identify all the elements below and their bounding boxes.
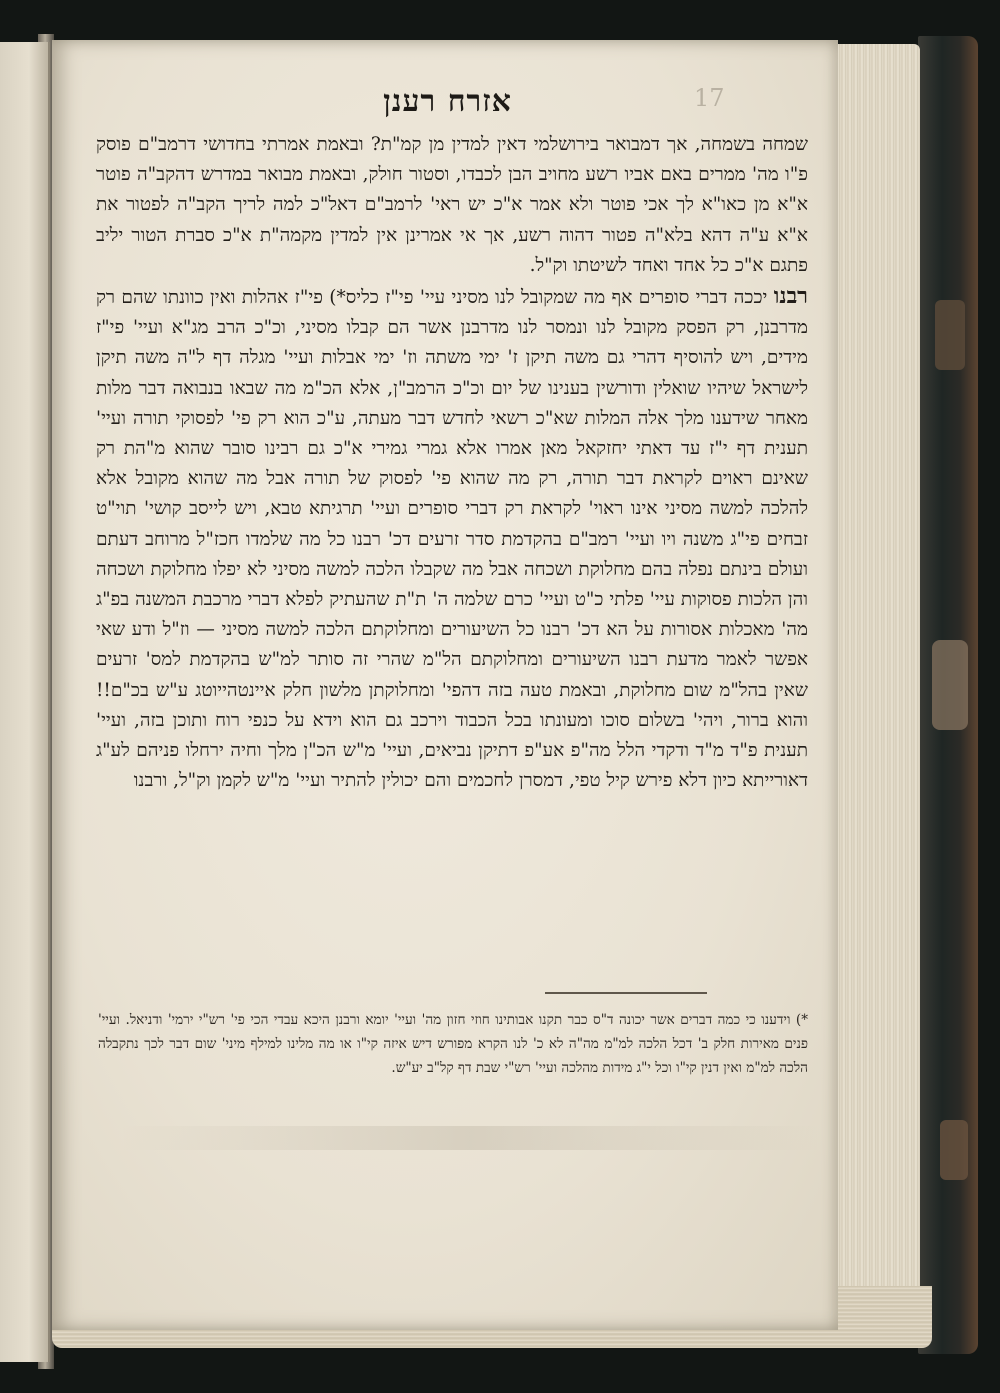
page-title: אזרח רענן [383,84,512,119]
cover-wear-mark [940,1120,968,1180]
page-number: 17 [694,84,725,112]
ink-bleed-through [120,1126,820,1150]
lead-word: רבנו [773,283,808,310]
cover-wear-mark [935,300,965,370]
page-edges [828,44,920,1340]
paragraph-2 [96,281,808,796]
running-head [80,84,820,118]
paragraph-1: שמחה בשמחה, אך דמבואר בירושלמי דאין למדין מן קמ"ת? ובאמת אמרתי בחדושי דרמב"ם פוסק פ"ו מה' ממרים באם אביו רשע מחויב הבן לכבדו, וסטור חולק, ובאמת מבואר במדרש דהקב"ה פוטר א"א מן כאו"א לך אכי פוטר ולא אמר א"כ יש ראי' לרמב"ם דאל"כ למה לריך הקב"ה לפטור את א"א ע"ה דהא בלא"ה פטור דהוה רשע, אך אי אמרינן אין למדין מקמה"ת א"כ סברת הטור יליב פתגם א"כ כל אחד ואחד לשיטתו וק"ל. [96,134,808,276]
footnote-rule [545,992,707,994]
footnote: *) וידענו כי כמה דברים אשר יכונה ד"ס כבר תקנו אבותינו חוזי חזון מה' ועיי' יומא ורבנן היכא עבדי הכי פי' רש"י ירמי' ודניאל. ועיי' פנים מאירות חלק ב' דכל הלכה למ"מ מה"ה לא כ' לנו הקרא מפורש דיש איזה קי"ו או מה מלינו למילף מיני' שום דבר לכך נתקבלה הלכה למ"מ ואין דנין קי"ו וכל י"ג מידות מהלכה ועיי' רש"י שבת דף קל"ב יע"ש. [98,1012,808,1077]
main-text [96,130,808,980]
left-page-edge [0,42,50,1362]
paragraph-2-text: יככה דברי סופרים אף מה שמקובל לנו מסיני עיי' פי"ז כליס*) פי"ז אהלות ואין כוונתו שהם רק מדרבנן, רק הפסק מקובל לנו ונמסר לנו מדרבנן אשר הם קבלו מסיני, וכ"כ הרב מג"א ועיי' פי"ז מידים, ויש להוסיף דהרי גם משה תיקן ז' ימי משתה וז' ימי אבלות ועיי' מגלה דף ל"ה משה תיקן לישראל שיהיו שואלין ודורשין בענינו של יום וכ"כ הרמב"ן, אלא הכ"מ מה שבאו בנבואה דבר מלות מאחר שידענו מלך אלה המלות שא"כ רשאי לחדש דבר מעתה, ע"כ הוא רק פי' לפסוקי תורה ועיי' תענית דף י"ז עד דאתי יחזקאל מאן אמרו אלא גמרי גמירי א"כ גם רבינו סובר שהוא מ"הת רק שאינם ראוים לקראת דבר תורה, רק מה שהוא פי' לפסוק של תורה אבל מה שהוא מקובל אלא להלכה למשה מסיני אינו ראוי' לקראת רק דברי סופרים ועיי' תרגיתא טבא, ויש לייסב קושי' תוי"ט זבחים פי"ג משנה ויו ועיי' רמב"ם בהקדמת סדר זרעים דכ' רבנו כל מה שלמדו חכז"ל מרוחב דעתם ועולם בינתם נפלה בהם מחלוקת ושכחה אבל מה שקבלו הלכה למשה מסיני לא יפלו מחלוקת ושכחה והן הלכות פסוקות עיי' פלתי כ"ט ועיי' כרם שלמה ה' ת"ת שהעתיק לפלא דברי מרכבת המשנה בפ"ג מה' מאכלות אסורות על הא דכ' רבנו כל השיעורים ומחלוקתם הלכה למשה מסיני — וז"ל ודע שאי אפשר לאמר מדעת רבנו השיעורים ומחלוקתם הל"מ שהרי זה סותר למ"ש בהקדמת למס' זרעים שאין בהל"מ שום מחלוקת, ובאמת טעה בזה דהפי' ומחלוקתן מלשון חלק איינטהייוטג ע"ש בכ"ם!! והוא ברור, ויהי' בשלום סוכו ומעונתו בכל הכבוד וירכב גם הוא וידא על כנפי רוח ותוכן בזה, ועיי' תענית פ"ד מ"ד ודקדי הלל מה"פ אע"פ דתיקן נביאים, ועיי' מ"ש הכ"ן מלך וחיה ירחלו פניהם לע"ג דאורייתא כיון דלא פירש קיל טפי, דמסרן לחכמים והם יכולין להתיר ועיי' מ"ש לקמן וק"ל, ורבנו [96,287,808,792]
cover-wear-mark [932,640,968,730]
